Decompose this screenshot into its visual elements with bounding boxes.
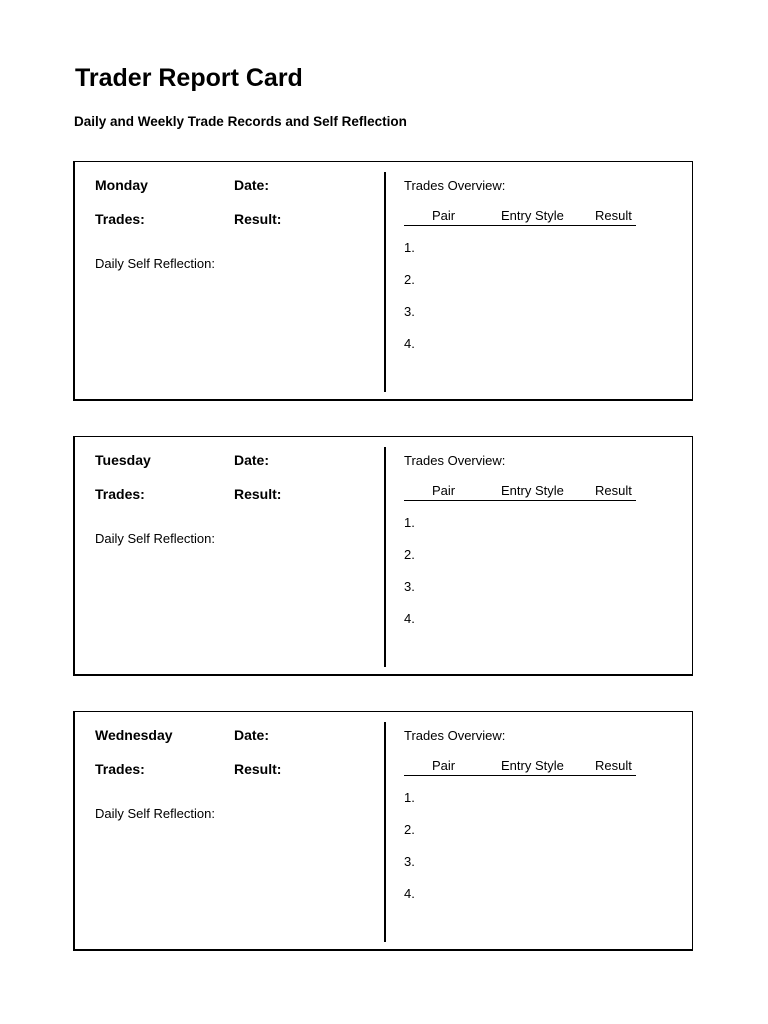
trades-overview-label: Trades Overview: xyxy=(404,453,506,468)
column-divider xyxy=(384,722,386,942)
day-card-tuesday xyxy=(73,436,693,676)
col-result-header: Result xyxy=(595,483,632,498)
trades-overview-label: Trades Overview: xyxy=(404,178,506,193)
trade-row-number: 3. xyxy=(404,304,415,319)
date-label: Date: xyxy=(234,727,270,743)
column-divider xyxy=(384,172,386,392)
result-label: Result: xyxy=(234,486,282,502)
col-entry-style-header: Entry Style xyxy=(501,758,564,773)
reflection-label: Daily Self Reflection: xyxy=(95,806,215,821)
trade-row-number: 2. xyxy=(404,547,415,562)
col-pair-header: Pair xyxy=(432,758,456,773)
trade-row-number: 4. xyxy=(404,611,415,626)
col-pair-header: Pair xyxy=(432,208,456,223)
trade-row-number: 3. xyxy=(404,854,415,869)
trades-table-header xyxy=(404,483,636,501)
col-entry-style-header: Entry Style xyxy=(501,208,564,223)
trades-overview-label: Trades Overview: xyxy=(404,728,506,743)
result-label: Result: xyxy=(234,761,282,777)
day-card-wednesday xyxy=(73,711,693,951)
page-subtitle: Daily and Weekly Trade Records and Self Reflection xyxy=(74,114,407,129)
trade-row-number: 3. xyxy=(404,579,415,594)
result-label: Result: xyxy=(234,211,282,227)
trades-label: Trades: xyxy=(95,211,145,227)
col-entry-style-header: Entry Style xyxy=(501,483,564,498)
reflection-label: Daily Self Reflection: xyxy=(95,256,215,271)
day-name: Tuesday xyxy=(95,452,151,468)
trade-row-number: 4. xyxy=(404,886,415,901)
col-result-header: Result xyxy=(595,208,632,223)
trade-row-number: 2. xyxy=(404,822,415,837)
day-name: Wednesday xyxy=(95,727,173,743)
col-pair-header: Pair xyxy=(432,483,456,498)
trades-label: Trades: xyxy=(95,486,145,502)
day-name: Monday xyxy=(95,177,148,193)
trade-row-number: 1. xyxy=(404,240,415,255)
trades-label: Trades: xyxy=(95,761,145,777)
date-label: Date: xyxy=(234,177,270,193)
day-card-monday xyxy=(73,161,693,401)
trades-table-header xyxy=(404,208,636,226)
trade-row-number: 4. xyxy=(404,336,415,351)
col-result-header: Result xyxy=(595,758,632,773)
column-divider xyxy=(384,447,386,667)
trade-row-number: 1. xyxy=(404,790,415,805)
date-label: Date: xyxy=(234,452,270,468)
reflection-label: Daily Self Reflection: xyxy=(95,531,215,546)
trades-table-header xyxy=(404,758,636,776)
page-title: Trader Report Card xyxy=(75,64,303,92)
trade-row-number: 1. xyxy=(404,515,415,530)
trade-row-number: 2. xyxy=(404,272,415,287)
